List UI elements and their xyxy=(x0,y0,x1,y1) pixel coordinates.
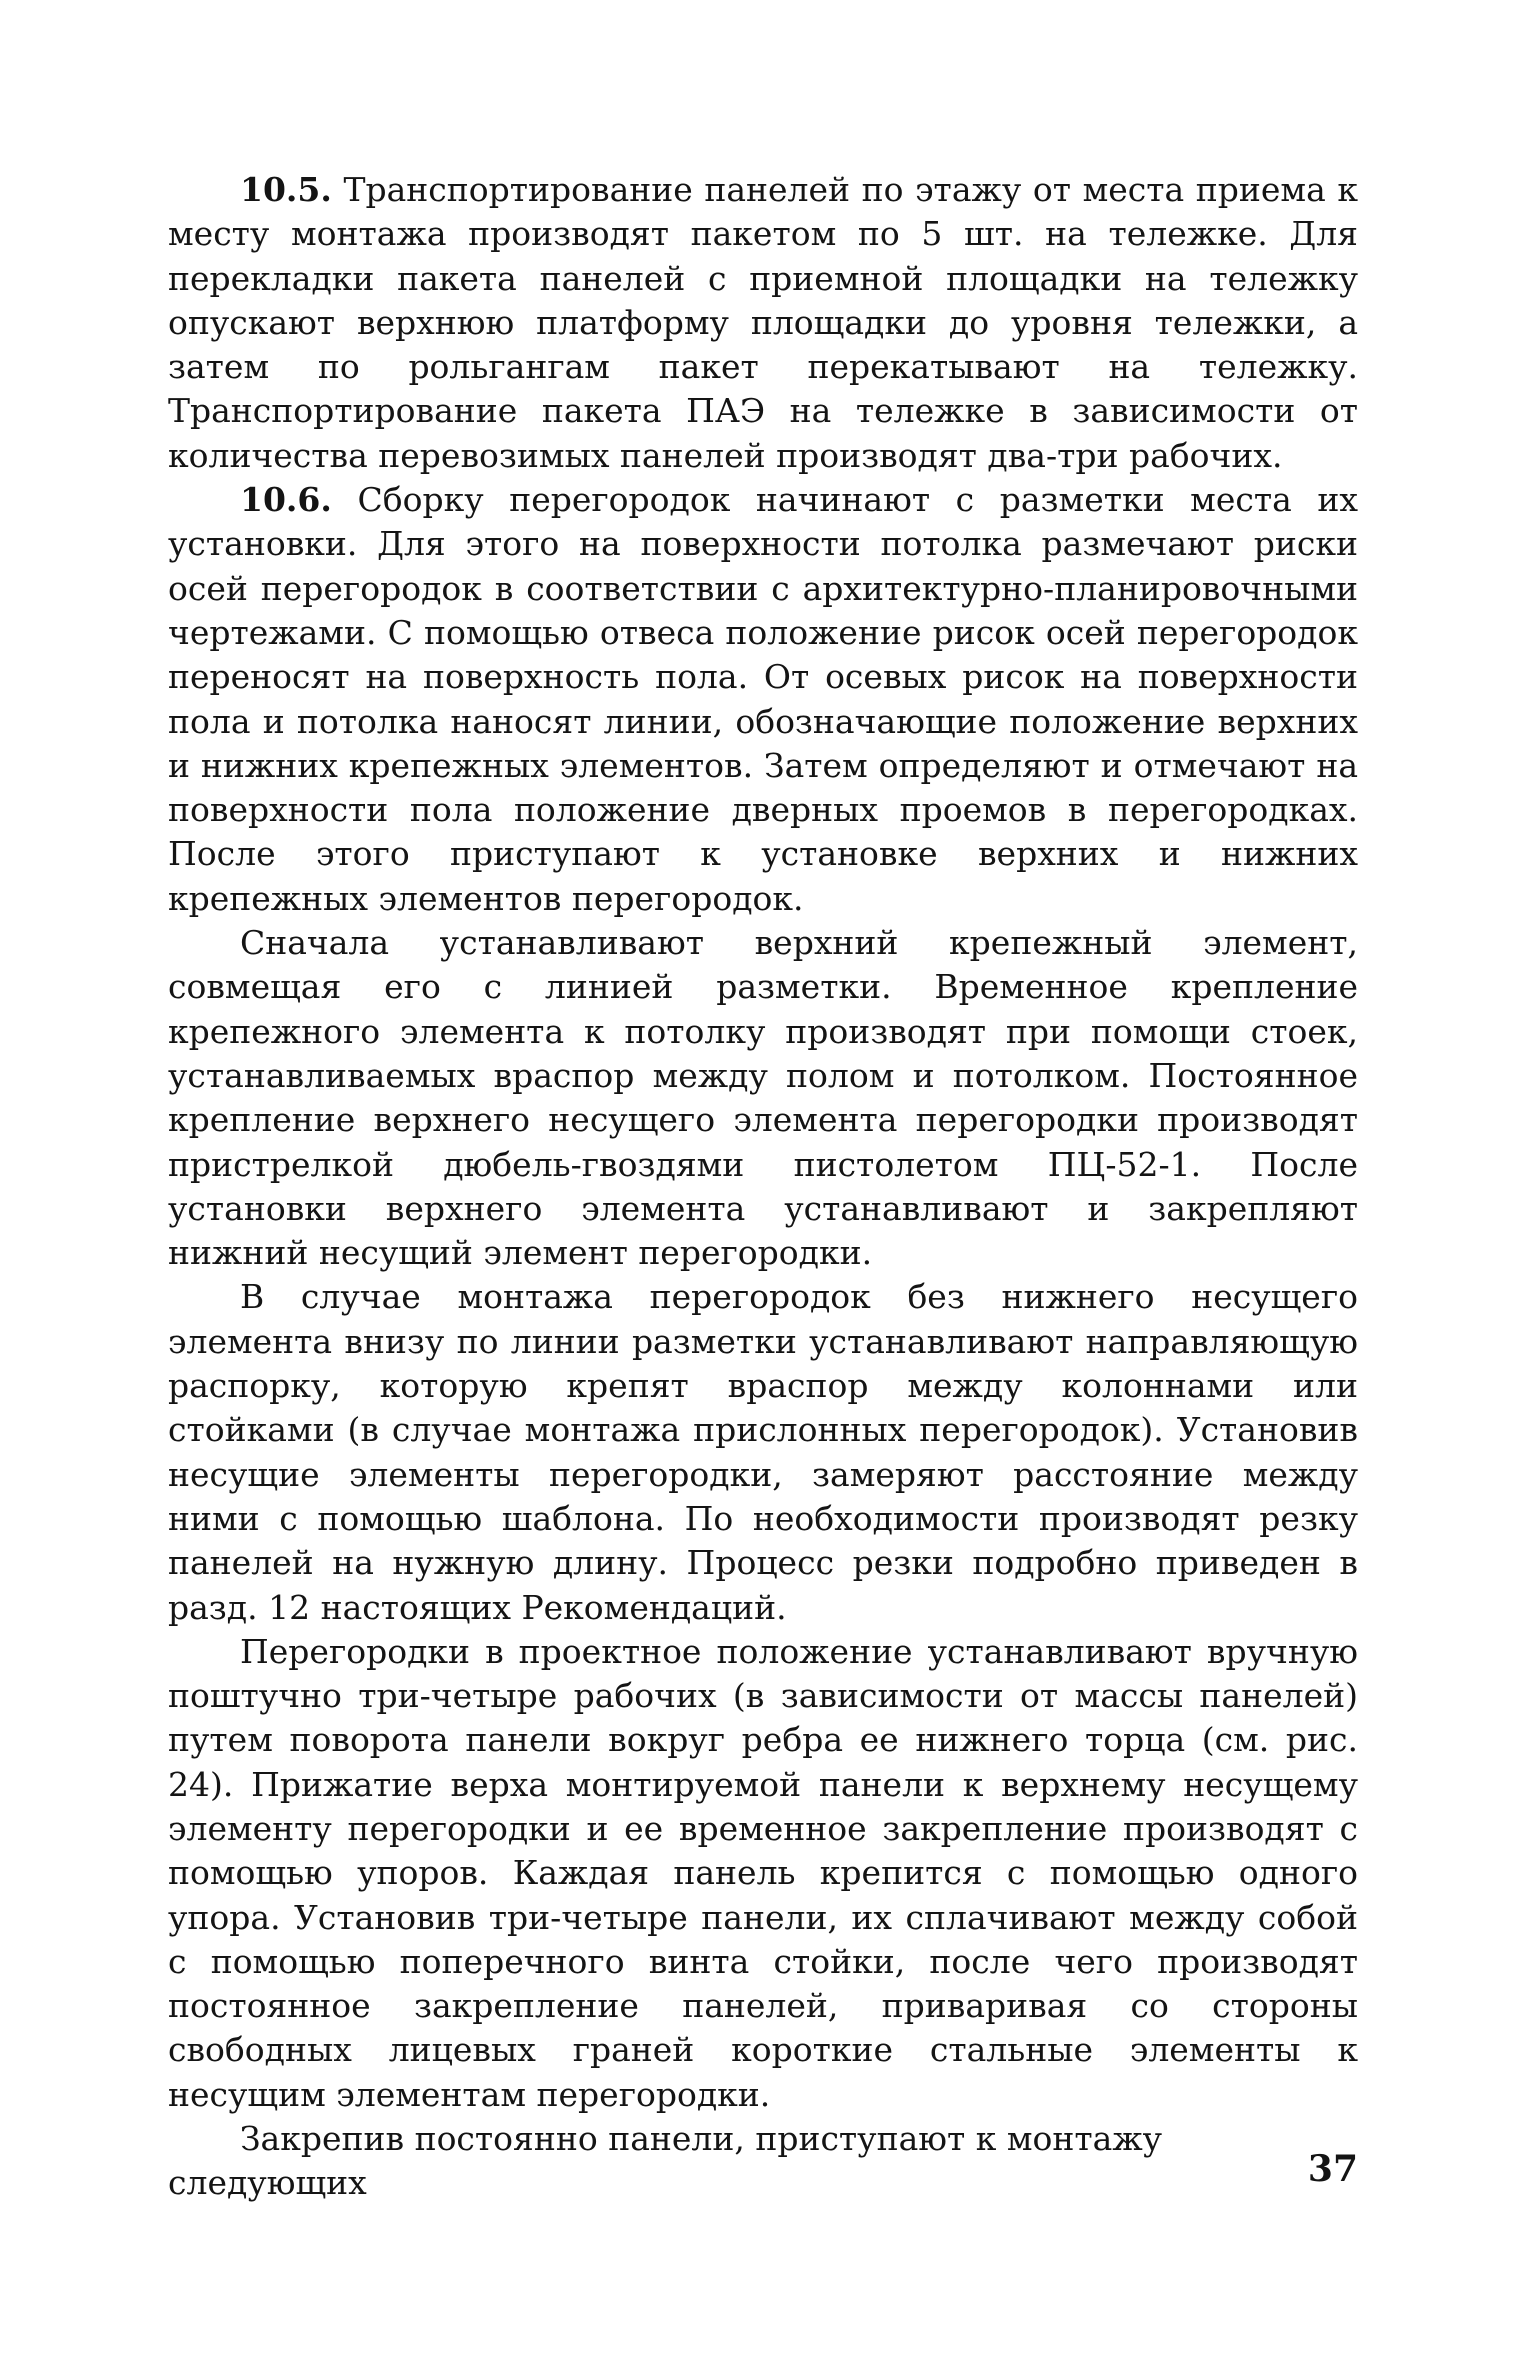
paragraph-text: Сборку перегородок начинают с разметки места их установки. Для этого на поверхности потолка размечают риски осей перегородок в соответствии с архитектурно-планировочными чертежами. С помощью отвеса положение рисок осей перегородок переносят на поверхность пола. От осевых рисок на поверхности пола и потолка наносят линии, обозначающие положение верхних и нижних крепежных элементов. Затем определяют и отмечают на поверхности пола положение дверных проемов в перегородках. После этого приступают к установке верхних и нижних крепежных элементов перегородок. xyxy=(168,480,1358,918)
paragraph-upper-element xyxy=(168,921,1358,1275)
paragraph-lower-element xyxy=(168,1275,1358,1629)
section-number: 10.5. xyxy=(240,170,332,209)
paragraph-text: Перегородки в проектное положение устанавливают вручную поштучно три-четыре рабочих (в зависимости от массы панелей) путем поворота панели вокруг ребра ее нижнего торца (см. рис. 24). Прижатие верха монтируемой панели к верхнему несущему элементу перегородки и ее временное закрепление производят с помощью упоров. Каждая панель крепится с помощью одного упора. Установив три-четыре панели, их сплачивают между собой с помощью поперечного винта стойки, после чего производят постоянное закрепление панелей, приваривая со стороны свободных лицевых граней короткие стальные элементы к несущим элементам перегородки. xyxy=(168,1631,1358,2114)
paragraph-text: В случае монтажа перегородок без нижнего несущего элемента внизу по линии разметки устанавливают направляющую распорку, которую крепят враспор между колоннами или стойками (в случае монтажа прислонных перегородок). Установив несущие элементы перегородки, замеряют расстояние между ними с помощью шаблона. По необходимости производят резку панелей на нужную длину. Процесс резки подробно приведен в разд. 12 настоящих Рекомендаций. xyxy=(168,1277,1358,1627)
paragraph-panel-install xyxy=(168,1630,1358,2117)
page-number: 37 xyxy=(1307,2148,1358,2190)
paragraph-text: Транспортирование панелей по этажу от места приема к месту монтажа производят пакетом по 5 шт. на тележке. Для перекладки пакета панелей с приемной площадки на тележку опускают верхнюю платформу площадки до уровня тележки, а затем по рольгангам пакет перекатывают на тележку. Транспортирование пакета ПАЭ на тележке в зависимости от количества перевозимых панелей производят два-три рабочих. xyxy=(168,170,1358,475)
paragraph-10-6 xyxy=(168,478,1358,921)
paragraph-text: Закрепив постоянно панели, приступают к монтажу следующих xyxy=(168,2119,1163,2203)
paragraph-text: Сначала устанавливают верхний крепежный элемент, совмещая его с линией разметки. Временное крепление крепежного элемента к потолку производят при помощи стоек, устанавливаемых враспор между полом и потолком. Постоянное крепление верхнего несущего элемента перегородки производят пристрелкой дюбель-гвоздями пистолетом ПЦ-52-1. После установки верхнего элемента устанавливают и закрепляют нижний несущий элемент перегородки. xyxy=(168,923,1358,1273)
section-number: 10.6. xyxy=(240,480,332,520)
paragraph-10-5 xyxy=(168,168,1358,478)
body-text xyxy=(168,168,1358,2206)
paragraph-continuation xyxy=(168,2117,1358,2206)
